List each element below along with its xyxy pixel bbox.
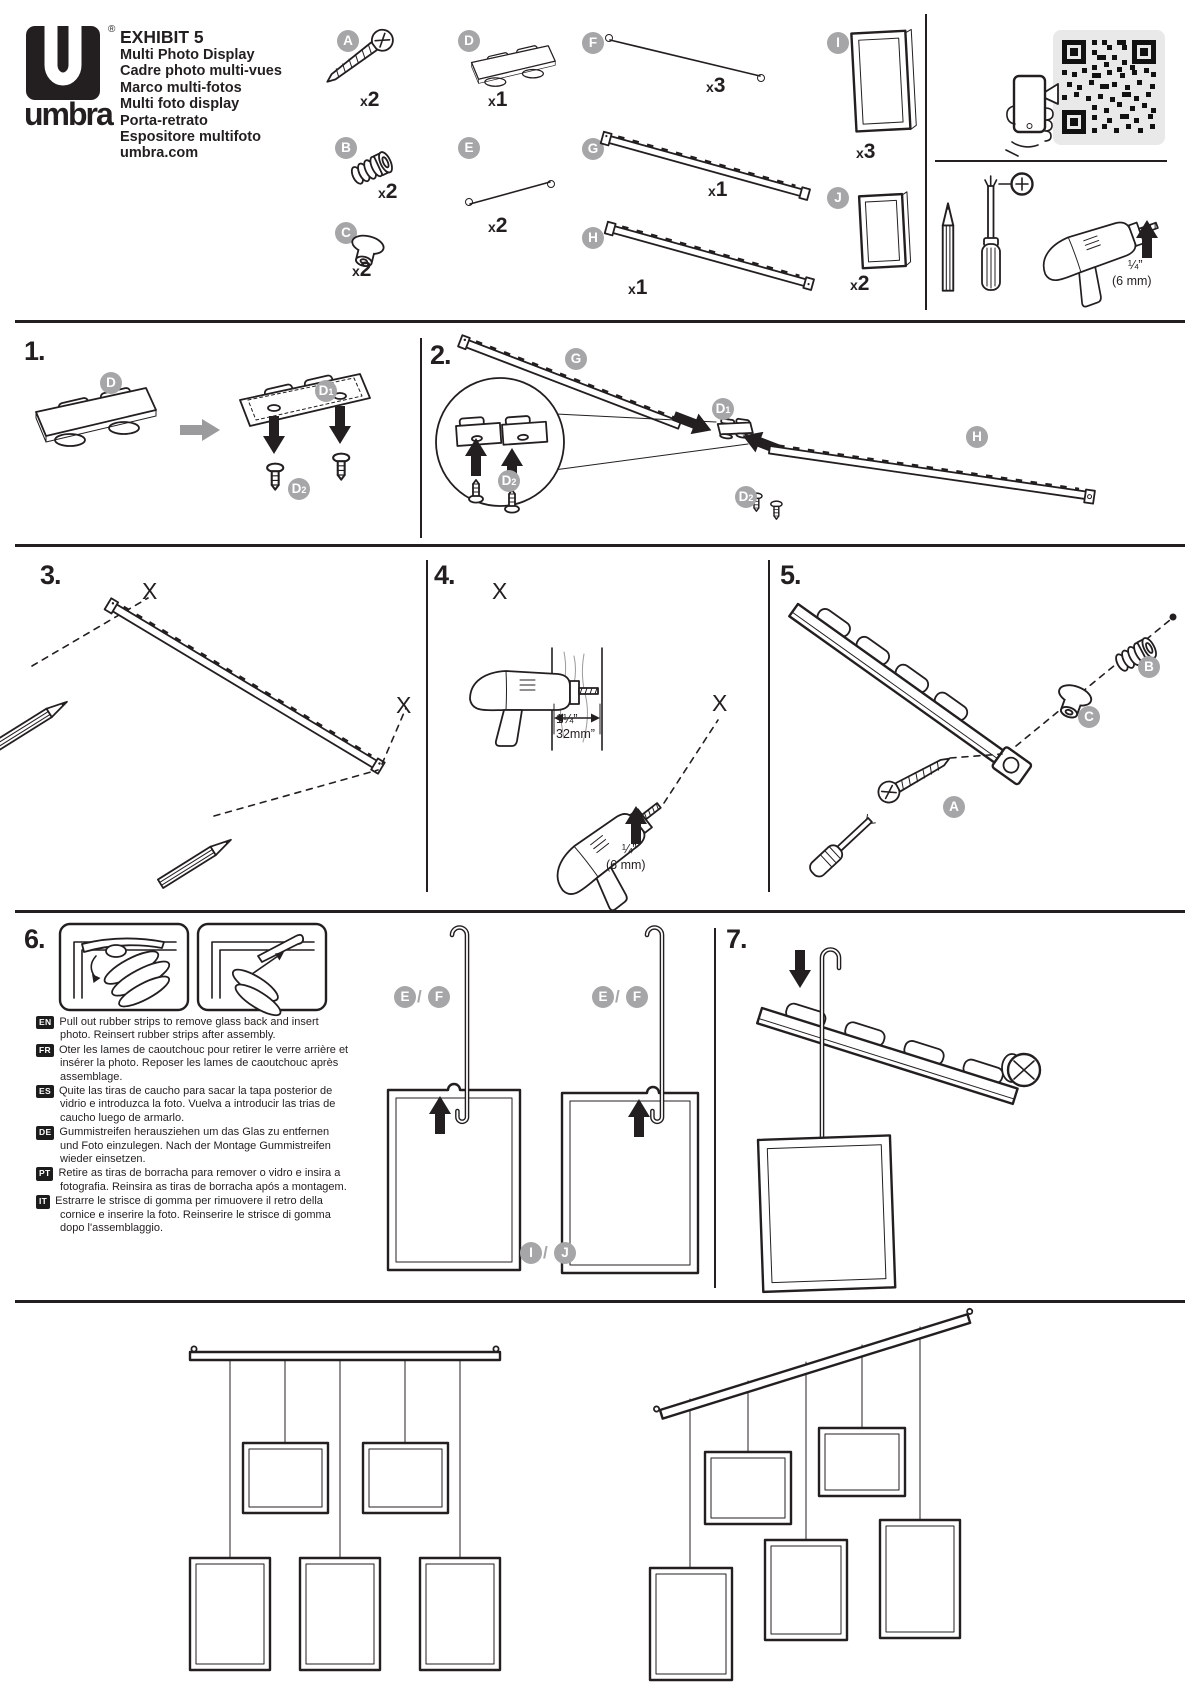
- step2-badge-d2: D2: [735, 486, 757, 508]
- part-badge-c: C: [335, 222, 357, 244]
- part-qty-j: x2: [850, 272, 870, 295]
- instructions-text-block: [36, 1016, 350, 1237]
- step6-badge-e-1: E: [394, 986, 416, 1008]
- step-7-number: 7.: [726, 924, 747, 954]
- step6-hook-wire-1: [447, 920, 473, 1136]
- header-divider: [925, 14, 927, 310]
- step1-badge-d1: D1: [315, 380, 337, 402]
- lang-tag-en: EN: [36, 1016, 54, 1029]
- step6-badge-e-2: E: [592, 986, 614, 1008]
- step-6-number: 6.: [24, 924, 45, 954]
- part-badge-i: I: [827, 32, 849, 54]
- bit-up-arrow-icon: [1130, 218, 1164, 260]
- drill-depth-mm: 32mm”: [556, 727, 595, 741]
- clip-part-icon: [466, 36, 558, 96]
- step-1-diagram: [22, 368, 407, 540]
- step-1-number: 1.: [24, 336, 45, 366]
- panel-divider-6-7: [714, 928, 716, 1288]
- lang-tag-es: ES: [36, 1085, 54, 1098]
- step6-badge-j: J: [554, 1242, 576, 1264]
- step2-badge-d1: D1: [712, 398, 734, 420]
- step4-x-mark-1: X: [492, 578, 508, 604]
- step-4-number: 4.: [434, 560, 455, 590]
- lang-tag-pt: PT: [36, 1167, 53, 1180]
- frame-part-icon-j: [856, 190, 914, 274]
- step-3-diagram: [18, 576, 420, 896]
- step-4-diagram: [432, 600, 762, 896]
- qr-code-icon: [1053, 30, 1165, 145]
- panel-divider-3-4: [426, 560, 428, 892]
- part-qty-c: x2: [352, 258, 372, 281]
- step6-badge-f-2: F: [626, 986, 648, 1008]
- part-badge-h: H: [582, 227, 604, 249]
- section-divider-3: [15, 910, 1185, 913]
- step5-badge-b: B: [1138, 656, 1160, 678]
- step6-slash-3: /: [543, 1243, 548, 1262]
- part-badge-j: J: [827, 187, 849, 209]
- pencil-tool-icon: [936, 196, 960, 296]
- brand-wordmark: umbra: [24, 96, 112, 132]
- umbra-logo-icon: [26, 24, 106, 102]
- step6-hook-wire-2: [642, 920, 668, 1136]
- step6-slash-2: /: [615, 987, 620, 1006]
- step-5-number: 5.: [780, 560, 801, 590]
- frame-part-icon-i: [848, 26, 918, 140]
- part-badge-e: E: [458, 137, 480, 159]
- product-title: EXHIBIT 5: [120, 27, 204, 47]
- section-divider-4: [15, 1300, 1185, 1303]
- step6-badge-f-1: F: [428, 986, 450, 1008]
- part-badge-a: A: [337, 30, 359, 52]
- step5-badge-c: C: [1078, 706, 1100, 728]
- part-qty-h: x1: [628, 276, 648, 299]
- instruction-en: EN Pull out rubber strips to remove glass back and insert photo. Reinsert rubber strips after assembly.: [36, 1016, 350, 1043]
- part-qty-d: x1: [488, 88, 508, 111]
- instruction-pt: PT Retire as tiras de borracha para remover o vidro e insira a fotografia. Reinsira as tiras de borracha após a montagem.: [36, 1167, 350, 1194]
- hung-frame: [190, 1443, 500, 1670]
- step-7-diagram: [722, 922, 1188, 1296]
- step1-badge-d: D: [100, 372, 122, 394]
- part-badge-b: B: [335, 137, 357, 159]
- title-block: EXHIBIT 5 Multi Photo Display Cadre photo multi-vues Marco multi-fotos Multi foto display Porta-retrato Espositore multifoto umbra.com: [120, 27, 282, 162]
- instruction-fr: FR Oter les lames de caoutchouc pour retirer le verre arrière et insérer la photo. Reposer les lames de caoutchouc après assemblage.: [36, 1044, 350, 1084]
- step6-badge-i: I: [520, 1242, 542, 1264]
- final-assembly-slanted-diagram: [628, 1298, 993, 1693]
- step-2-diagram: [428, 330, 1188, 545]
- part-badge-d: D: [458, 30, 480, 52]
- instruction-it: IT Estrarre le strisce di gomma per rimuovere il retro della cornice e inserire la foto. Reinserire le strisce di gomma dopo l'assemblaggio.: [36, 1195, 350, 1235]
- part-badge-g: G: [582, 138, 604, 160]
- step2-badge-d2-detail: D2: [498, 470, 520, 492]
- step-2-number: 2.: [430, 340, 451, 370]
- step2-badge-h: H: [966, 426, 988, 448]
- step3-x-mark-2: X: [396, 692, 412, 718]
- tools-divider: [935, 160, 1167, 162]
- instruction-de: DE Gummistreifen herausziehen um das Glas zu entfernen und Foto einzulegen. Nach der Montage Gummistreifen wieder einsetzen.: [36, 1126, 350, 1166]
- step-3-number: 3.: [40, 560, 61, 590]
- phone-scan-icon: [998, 72, 1060, 157]
- section-divider-1: [15, 320, 1185, 323]
- instruction-es: ES Quite las tiras de caucho para sacar la tapa posterior de vidrio e introduzca la foto. Vuelva a introducir las trias de caucho luego de armarlo.: [36, 1085, 350, 1125]
- final-assembly-level-diagram: [178, 1338, 524, 1683]
- lang-tag-de: DE: [36, 1126, 54, 1139]
- part-badge-f: F: [582, 32, 604, 54]
- step4-bit-size-inches: ¼”: [622, 842, 637, 856]
- short-wire-part-icon: [460, 166, 560, 214]
- step4-bit-size-mm: (6 mm): [606, 858, 646, 872]
- section-divider-2: [15, 544, 1185, 547]
- hung-frame: [650, 1428, 960, 1680]
- part-qty-e: x2: [488, 214, 508, 237]
- lang-tag-it: IT: [36, 1195, 50, 1208]
- bit-size-mm: (6 mm): [1112, 274, 1152, 288]
- step3-x-mark-1: X: [142, 578, 158, 604]
- lang-tag-fr: FR: [36, 1044, 54, 1057]
- part-qty-g: x1: [708, 178, 728, 201]
- step6-frame-2: [558, 1083, 702, 1277]
- part-qty-i: x3: [856, 140, 876, 163]
- panel-divider-1-2: [420, 338, 422, 538]
- drill-depth-inches: 1¼”: [556, 712, 578, 726]
- step-5-diagram: [770, 556, 1188, 898]
- step5-badge-a: A: [943, 796, 965, 818]
- rubber-strip-pull-icon: [58, 922, 190, 1012]
- long-wire-part-icon: [600, 28, 772, 86]
- step4-x-mark-2: X: [712, 690, 728, 716]
- step6-slash-1: /: [417, 987, 422, 1006]
- registered-mark: ®: [108, 24, 116, 35]
- rubber-strip-reinsert-icon: [196, 922, 328, 1012]
- part-qty-b: x2: [378, 180, 398, 203]
- step1-badge-d2: D2: [288, 478, 310, 500]
- part-qty-f: x3: [706, 74, 726, 97]
- step2-badge-g: G: [565, 348, 587, 370]
- part-qty-a: x2: [360, 88, 380, 111]
- bit-size-inches: ¼”: [1128, 258, 1143, 272]
